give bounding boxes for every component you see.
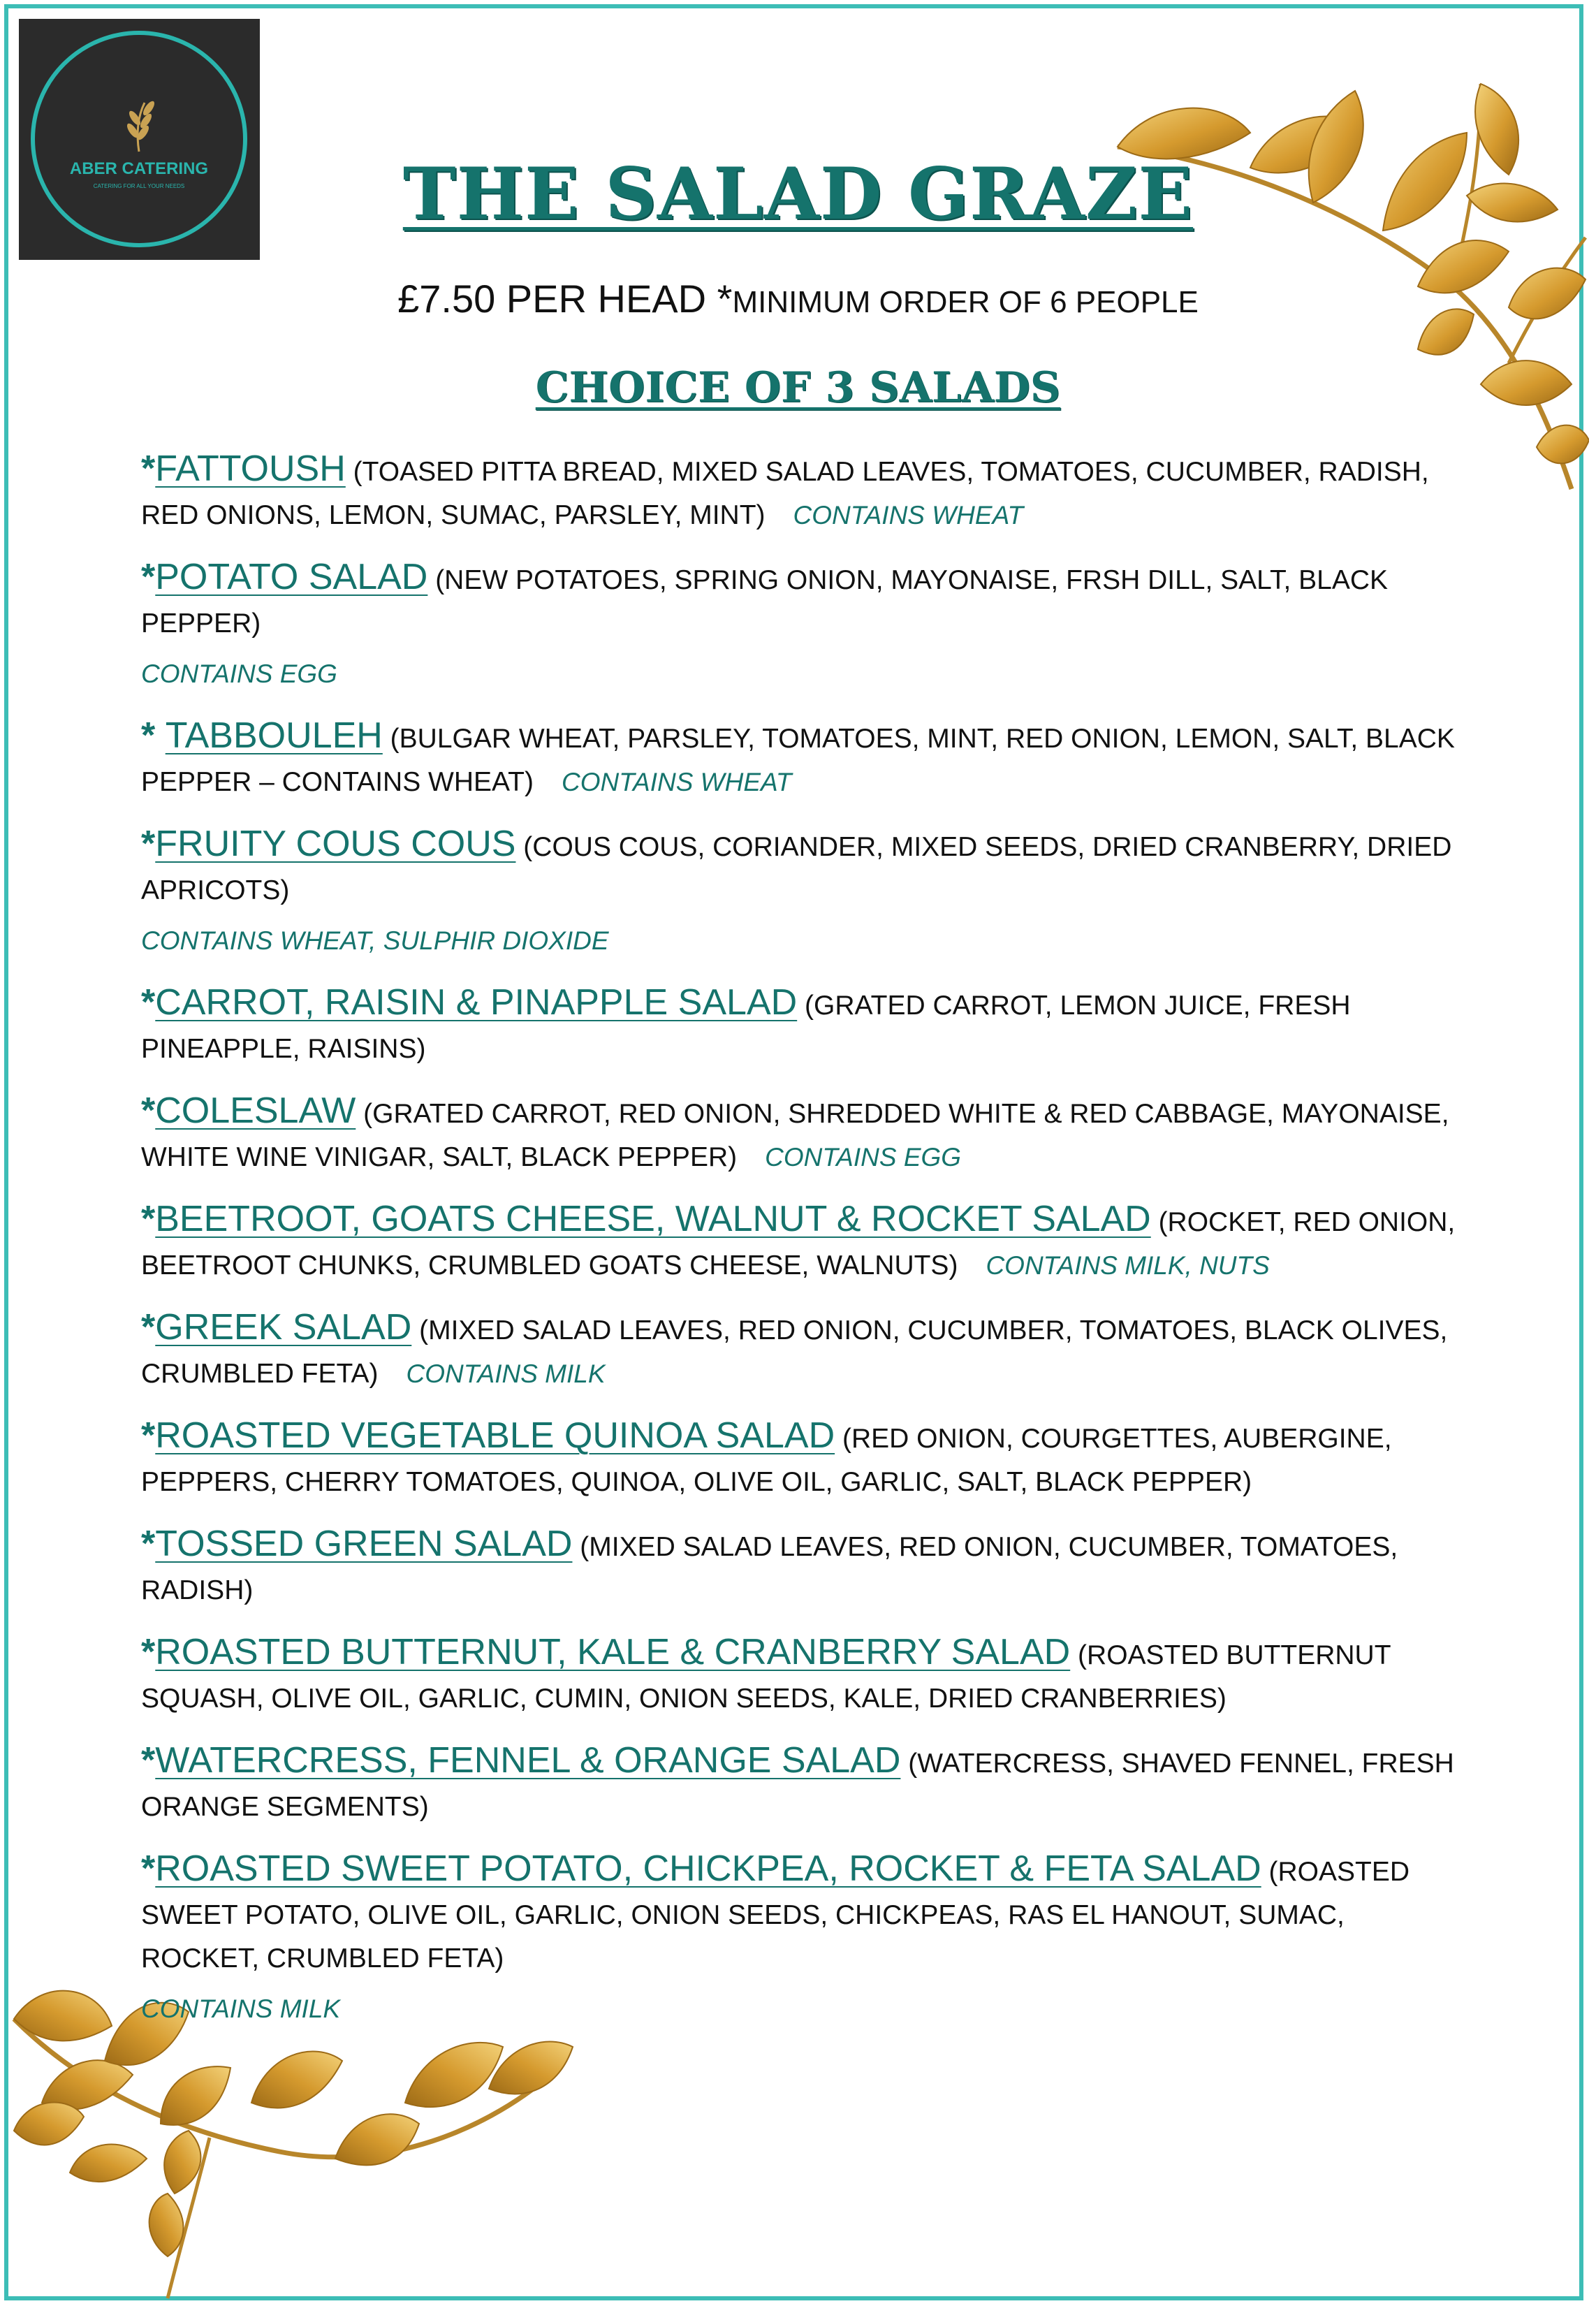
price-line xyxy=(0,276,1596,321)
salad-star: * xyxy=(141,1524,156,1564)
menu-title: THE SALAD GRAZE xyxy=(402,152,1194,236)
salad-item-watercress-fennel-orange xyxy=(141,1739,1461,1829)
salad-name: WATERCRESS, FENNEL & ORANGE SALAD xyxy=(155,1740,901,1781)
salad-name: FATTOUSH xyxy=(155,448,346,489)
salad-description: (WATERCRESS, SHAVED FENNEL, FRESH ORANGE SEGMENTS) xyxy=(141,1749,1454,1822)
salad-star: * xyxy=(141,448,156,489)
salad-description: (NEW POTATOES, SPRING ONION, MAYONAISE, FRSH DILL, SALT, BLACK PEPPER) xyxy=(141,565,1389,639)
salad-description: (RED ONION, COURGETTES, AUBERGINE, PEPPERS, CHERRY TOMATOES, QUINOA, OLIVE OIL, GARLIC, SALT, BLACK PEPPER) xyxy=(141,1424,1392,1497)
salad-name: ROASTED VEGETABLE QUINOA SALAD xyxy=(155,1415,835,1456)
price-per-head: £7.50 PER HEAD * xyxy=(397,277,733,321)
salad-star: * xyxy=(141,715,166,756)
allergen-note: CONTAINS WHEAT xyxy=(561,768,792,796)
salad-name: TOSSED GREEN SALAD xyxy=(155,1524,573,1564)
allergen-note: CONTAINS MILK, NUTS xyxy=(986,1251,1270,1280)
salad-item-beetroot-goats-cheese xyxy=(141,1197,1461,1287)
minimum-order: MINIMUM ORDER OF 6 PEOPLE xyxy=(732,285,1199,319)
logo-tagline: CATERING FOR ALL YOUR NEEDS xyxy=(93,183,185,189)
salad-description: (TOASED PITTA BREAD, MIXED SALAD LEAVES, TOMATOES, CUCUMBER, RADISH, RED ONIONS, LEMON, SUMAC, PARSLEY, MINT) xyxy=(141,457,1429,530)
salad-description: (ROCKET, RED ONION, BEETROOT CHUNKS, CRUMBLED GOATS CHEESE, WALNUTS) xyxy=(141,1207,1456,1280)
salad-star: * xyxy=(141,1415,156,1456)
salad-item-fruity-cous-cous xyxy=(141,822,1461,963)
salad-description: (GRATED CARROT, RED ONION, SHREDDED WHITE & RED CABBAGE, MAYONAISE, WHITE WINE VINIGAR, SALT, BLACK PEPPER) xyxy=(141,1099,1449,1172)
wheat-icon xyxy=(125,99,156,152)
salad-name: BEETROOT, GOATS CHEESE, WALNUT & ROCKET SALAD xyxy=(155,1199,1151,1239)
salad-star: * xyxy=(141,1199,156,1239)
salad-item-carrot-raisin-pinapple xyxy=(141,981,1461,1071)
salad-item-fattoush xyxy=(141,447,1461,537)
salad-star: * xyxy=(141,1740,156,1781)
salad-name: FRUITY COUS COUS xyxy=(155,824,516,864)
leaf-decoration-top xyxy=(1090,56,1589,492)
menu-subtitle: CHOICE OF 3 SALADS xyxy=(535,363,1061,412)
salad-item-greek-salad xyxy=(141,1306,1461,1396)
allergen-note: CONTAINS WHEAT xyxy=(793,501,1024,530)
salad-name: ROASTED SWEET POTATO, CHICKPEA, ROCKET & FETA SALAD xyxy=(155,1848,1261,1889)
allergen-note: CONTAINS MILK xyxy=(406,1359,606,1388)
allergen-note: CONTAINS WHEAT, SULPHIR DIOXIDE xyxy=(141,926,609,955)
salad-name: ROASTED BUTTERNUT, KALE & CRANBERRY SALAD xyxy=(155,1632,1071,1672)
salad-name: CARROT, RAISIN & PINAPPLE SALAD xyxy=(155,982,798,1023)
salad-name: GREEK SALAD xyxy=(155,1307,412,1348)
salad-item-tabbouleh xyxy=(141,714,1461,804)
salad-description: (ROASTED BUTTERNUT SQUASH, OLIVE OIL, GARLIC, CUMIN, ONION SEEDS, KALE, DRIED CRANBERRIES) xyxy=(141,1640,1391,1714)
salad-name: COLESLAW xyxy=(155,1090,356,1131)
salad-name: TABBOULEH xyxy=(165,715,383,756)
salad-description: (MIXED SALAD LEAVES, RED ONION, CUCUMBER, TOMATOES, RADISH) xyxy=(141,1532,1398,1605)
salad-description: (BULGAR WHEAT, PARSLEY, TOMATOES, MINT, RED ONION, LEMON, SALT, BLACK PEPPER – CONTAINS WHEAT) xyxy=(141,724,1455,797)
allergen-note: CONTAINS MILK xyxy=(141,1994,341,2023)
salad-star: * xyxy=(141,1090,156,1131)
salad-item-coleslaw xyxy=(141,1089,1461,1179)
salad-star: * xyxy=(141,1632,156,1672)
salad-description: (GRATED CARROT, LEMON JUICE, FRESH PINEAPPLE, RAISINS) xyxy=(141,991,1351,1064)
salad-item-roasted-butternut-kale xyxy=(141,1630,1461,1721)
logo xyxy=(19,19,260,260)
salad-star: * xyxy=(141,1307,156,1348)
salad-item-potato-salad xyxy=(141,555,1461,696)
salad-description: (ROASTED SWEET POTATO, OLIVE OIL, GARLIC, ONION SEEDS, CHICKPEAS, RAS EL HANOUT, SUMAC, ROCKET, CRUMBLED FETA) xyxy=(141,1857,1410,1973)
salad-description: (MIXED SALAD LEAVES, RED ONION, CUCUMBER, TOMATOES, BLACK OLIVES, CRUMBLED FETA) xyxy=(141,1315,1448,1389)
allergen-note: CONTAINS EGG xyxy=(141,659,337,688)
salad-star: * xyxy=(141,824,156,864)
salad-item-roasted-vegetable-quinoa xyxy=(141,1414,1461,1504)
salad-item-roasted-sweet-potato xyxy=(141,1847,1461,2031)
salad-name: POTATO SALAD xyxy=(155,557,428,597)
salad-star: * xyxy=(141,1848,156,1889)
salad-star: * xyxy=(141,982,156,1023)
allergen-note: CONTAINS EGG xyxy=(765,1143,962,1172)
salad-item-tossed-green xyxy=(141,1522,1461,1612)
salad-star: * xyxy=(141,557,156,597)
salad-description: (COUS COUS, CORIANDER, MIXED SEEDS, DRIED CRANBERRY, DRIED APRICOTS) xyxy=(141,832,1452,905)
logo-name: ABER CATERING xyxy=(69,159,209,178)
salad-list xyxy=(141,447,1461,2049)
